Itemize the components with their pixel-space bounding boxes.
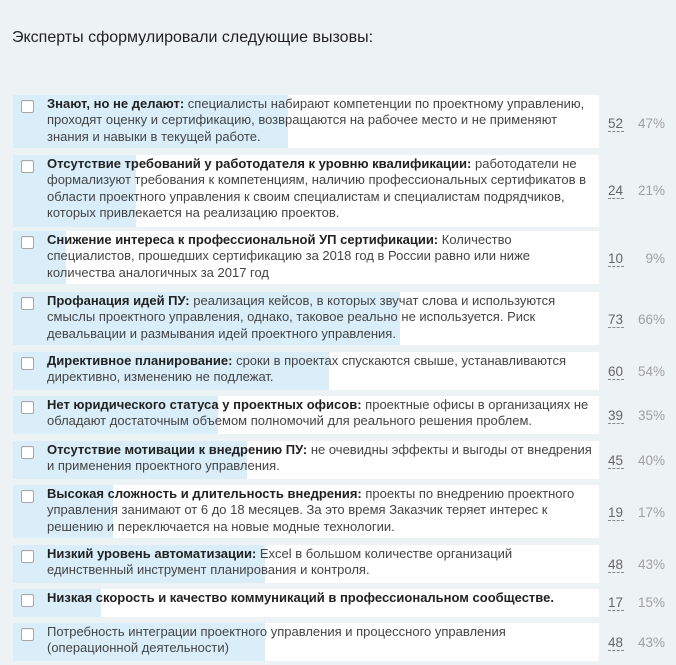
list-item: [13, 545, 599, 583]
vote-percent: 43%: [637, 635, 665, 650]
option-text: [47, 293, 597, 342]
option-text: [47, 486, 597, 535]
option-checkbox[interactable]: [21, 594, 34, 607]
option-text: [47, 353, 597, 386]
option-title: Отсутствие требований у работодателя к уровню квалификации:: [47, 156, 472, 171]
vote-count[interactable]: 73: [608, 312, 624, 327]
vote-percent: 66%: [637, 312, 665, 327]
list-item: [13, 231, 599, 284]
vote-percent: 15%: [637, 595, 665, 610]
option-description: проектные офисы в организациях не обладают достаточным объемом полномочий для реального решения проблем.: [47, 397, 589, 429]
vote-percent: 47%: [637, 116, 665, 131]
option-description: проекты по внедрению проектного управления занимают от 6 до 18 месяцев. За это время Заказчик теряет интерес к решению и переключается на новые модные технологии.: [47, 486, 575, 534]
option-text: [47, 96, 597, 145]
option-title: Снижение интереса к профессиональной УП сертификации:: [47, 232, 439, 247]
vote-count[interactable]: 17: [608, 595, 624, 610]
option-checkbox[interactable]: [21, 401, 34, 414]
vote-count[interactable]: 60: [608, 364, 624, 379]
option-checkbox[interactable]: [21, 160, 34, 173]
option-title: Отсутствие мотивации к внедрению ПУ:: [47, 442, 308, 457]
vote-percent: 43%: [637, 557, 665, 572]
option-description: сроки в проектах спускаются свыше, устанавливаются директивно, изменению не подлежат.: [47, 353, 567, 385]
list-item: [13, 441, 599, 479]
vote-count[interactable]: 48: [608, 635, 624, 650]
option-description: Количество специалистов, прошедших сертификацию за 2018 год в России равно или ниже количества аналогичных за 2017 год: [47, 232, 530, 280]
option-checkbox[interactable]: [21, 628, 34, 641]
vote-count[interactable]: 48: [608, 557, 624, 572]
option-text: [47, 442, 597, 475]
option-description: реализация кейсов, в которых звучат слова и используются смыслы проектного управления, однако, таковое реально не используется. Риск девальвации и размывания идей проектного управления.: [47, 293, 556, 341]
option-title: Нет юридического статуса у проектных офисов:: [47, 397, 362, 412]
vote-percent: 21%: [637, 183, 665, 198]
option-checkbox[interactable]: [21, 297, 34, 310]
option-title: Низкий уровень автоматизации:: [47, 546, 257, 561]
list-item: [13, 589, 599, 617]
vote-percent: 9%: [645, 251, 665, 266]
option-description: Excel в большом количестве организаций единственный инструмент планирования и контроля.: [47, 546, 513, 578]
option-checkbox[interactable]: [21, 446, 34, 459]
list-item: [13, 155, 599, 227]
option-text: [47, 397, 597, 430]
vote-count[interactable]: 24: [608, 183, 624, 198]
option-description: Потребность интеграции проектного управления и процессного управления (операционной деятельности): [47, 624, 506, 656]
vote-percent: 54%: [637, 364, 665, 379]
option-description: не очевидны эффекты и выгоды от внедрения и применения проектного управления.: [47, 442, 592, 474]
list-item: [13, 352, 599, 390]
option-checkbox[interactable]: [21, 357, 34, 370]
option-title: Профанация идей ПУ:: [47, 293, 190, 308]
vote-count[interactable]: 19: [608, 505, 624, 520]
option-text: [47, 624, 597, 657]
list-item: [13, 485, 599, 538]
option-title: Низкая скорость и качество коммуникаций в профессиональном сообществе.: [47, 590, 554, 605]
vote-count[interactable]: 39: [608, 408, 624, 423]
list-item: [13, 396, 599, 434]
option-description: работодатели не формализуют требования к компетенциям, наличию профессиональных сертификатов в области проектного управления к своим специалистам и специалистам подрядчиков, которых привлекается на реализацию проектов.: [47, 156, 587, 220]
list-item: [13, 95, 599, 148]
option-title: Высокая сложность и длительность внедрения:: [47, 486, 362, 501]
vote-percent: 35%: [637, 408, 665, 423]
vote-count[interactable]: 45: [608, 453, 624, 468]
option-text: [47, 156, 597, 221]
option-checkbox[interactable]: [21, 490, 34, 503]
option-text: [47, 590, 597, 606]
vote-count[interactable]: 10: [608, 251, 624, 266]
option-text: [47, 546, 597, 579]
option-title: Знают, но не делают:: [47, 96, 185, 111]
list-item: [13, 623, 599, 661]
option-checkbox[interactable]: [21, 236, 34, 249]
option-title: Директивное планирование:: [47, 353, 233, 368]
list-item: [13, 292, 599, 345]
vote-percent: 17%: [637, 505, 665, 520]
option-checkbox[interactable]: [21, 550, 34, 563]
option-description: специалисты набирают компетенции по проектному управлению, проходят оценку и сертификацию, возвращаются на рабочее место и не применяют знания и навыки в текущей работе.: [47, 96, 585, 144]
vote-percent: 40%: [637, 453, 665, 468]
option-checkbox[interactable]: [21, 100, 34, 113]
page-title: Эксперты сформулировали следующие вызовы:: [12, 29, 374, 46]
vote-count[interactable]: 52: [608, 116, 624, 131]
option-text: [47, 232, 597, 281]
